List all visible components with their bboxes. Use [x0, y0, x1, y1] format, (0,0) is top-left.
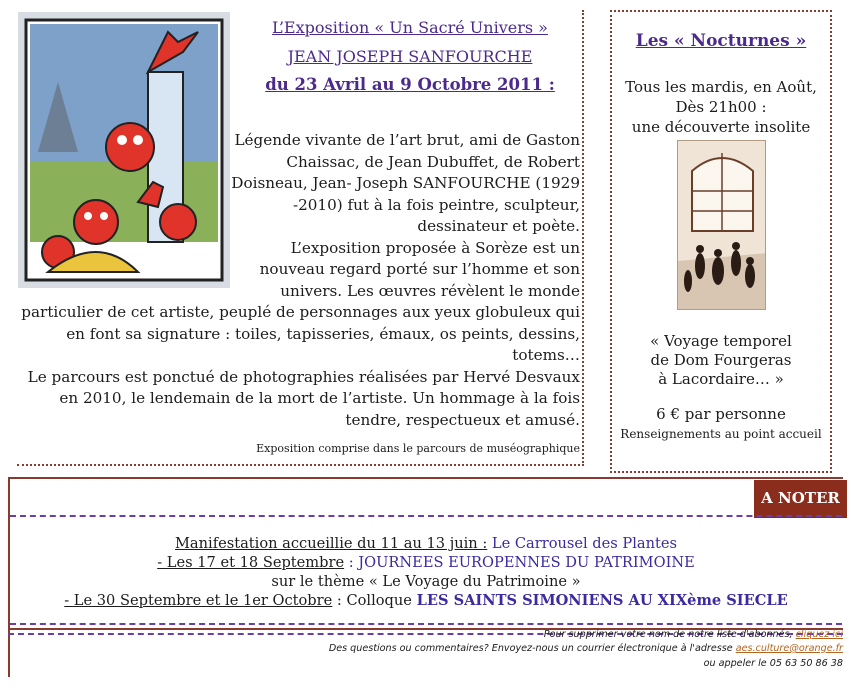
nocturnes-caption-2: de Dom Fourgeras	[650, 351, 792, 369]
unsubscribe-link[interactable]: cliquez ici	[795, 629, 843, 640]
expo-line: L’exposition proposée à Sorèze est un	[290, 238, 580, 257]
event-line-3: sur le thème « Le Voyage du Patrimoine »	[271, 573, 581, 590]
expo-line: Chaissac, de Jean Dubuffet, de Robert	[286, 152, 580, 171]
nocturnes-info: Renseignements au point accueil	[620, 427, 822, 441]
nocturnes-caption-1: « Voyage temporel	[650, 332, 792, 350]
expo-line: Légende vivante de l’art brut, ami de Gaston	[234, 131, 580, 149]
nocturne-visit-image	[677, 140, 766, 310]
expo-line: en font sa signature : toiles, tapisseries, émaux, os peints, dessins,	[66, 324, 580, 343]
nocturnes-intro-2: Dès 21h00 :	[675, 98, 767, 116]
event-4-mid: : Colloque	[336, 592, 412, 609]
expo-line: tendre, respectueux et amusé.	[345, 410, 580, 429]
expo-line: Doisneau, Jean- Joseph SANFOURCHE (1929	[231, 174, 580, 192]
expo-title: L’Exposition « Un Sacré Univers »	[272, 18, 548, 37]
phone-line: ou appeler le 05 63 50 86 38	[703, 658, 843, 669]
event-4-label: - Le 30 Septembre et le 1er Octobre	[64, 592, 333, 609]
event-line-1	[10, 534, 842, 553]
unsubscribe-text: Pour supprimer votre nom de notre liste d'abonnés,	[543, 629, 793, 640]
expo-line: totems…	[512, 346, 580, 364]
expo-line: -2010) fut à la fois peintre, sculpteur,	[292, 195, 580, 214]
contact-email-link[interactable]: aes.culture@orange.fr	[735, 643, 843, 654]
event-2-value: : JOURNEES EUROPENNES DU PATRIMOINE	[348, 554, 695, 571]
expo-note: Exposition comprise dans le parcours de muséographique	[256, 442, 580, 455]
event-1-label: Manifestation accueillie du 11 au 13 juin :	[174, 535, 488, 552]
nocturnes-caption-3: à Lacordaire… »	[658, 370, 784, 388]
event-2-label: - Les 17 et 18 Septembre	[157, 554, 345, 571]
expo-dates: du 23 Avril au 9 Octobre 2011 :	[265, 75, 555, 94]
event-1-value: Le Carrousel des Plantes	[491, 535, 677, 552]
nocturnes-price: 6 € par personne	[656, 405, 786, 423]
expo-line: en 2010, le lendemain de la mort de l’artiste. Un hommage à la fois	[59, 389, 580, 407]
nocturnes-title: Les « Nocturnes »	[635, 31, 807, 51]
nocturnes-intro-3: une découverte insolite	[631, 118, 811, 136]
section-divider	[8, 477, 843, 479]
event-line-4	[10, 591, 842, 610]
contact-text: Des questions ou commentaires? Envoyez-nous un courrier électronique à l'adresse	[328, 643, 733, 654]
expo-line: nouveau regard porté sur l’homme et son	[259, 260, 580, 278]
expo-description	[18, 130, 580, 431]
expo-artist: JEAN JOSEPH SANFOURCHE	[287, 47, 533, 66]
event-line-2	[10, 553, 842, 572]
expo-line: univers. Les œuvres révèlent le monde	[280, 281, 580, 300]
unsubscribe-line	[544, 629, 843, 640]
expo-line: dessinateur et poète.	[417, 217, 580, 235]
expo-line: Le parcours est ponctué de photographies réalisées par Hervé Desvaux	[27, 367, 580, 386]
event-4-value: LES SAINTS SIMONIENS AU XIXème SIECLE	[416, 592, 788, 609]
a-noter-badge: A NOTER	[754, 480, 847, 518]
nocturnes-intro-1: Tous les mardis, en Août,	[625, 78, 817, 96]
contact-line	[329, 643, 843, 654]
expo-line: particulier de cet artiste, peuplé de personnages aux yeux globuleux qui	[21, 303, 580, 321]
